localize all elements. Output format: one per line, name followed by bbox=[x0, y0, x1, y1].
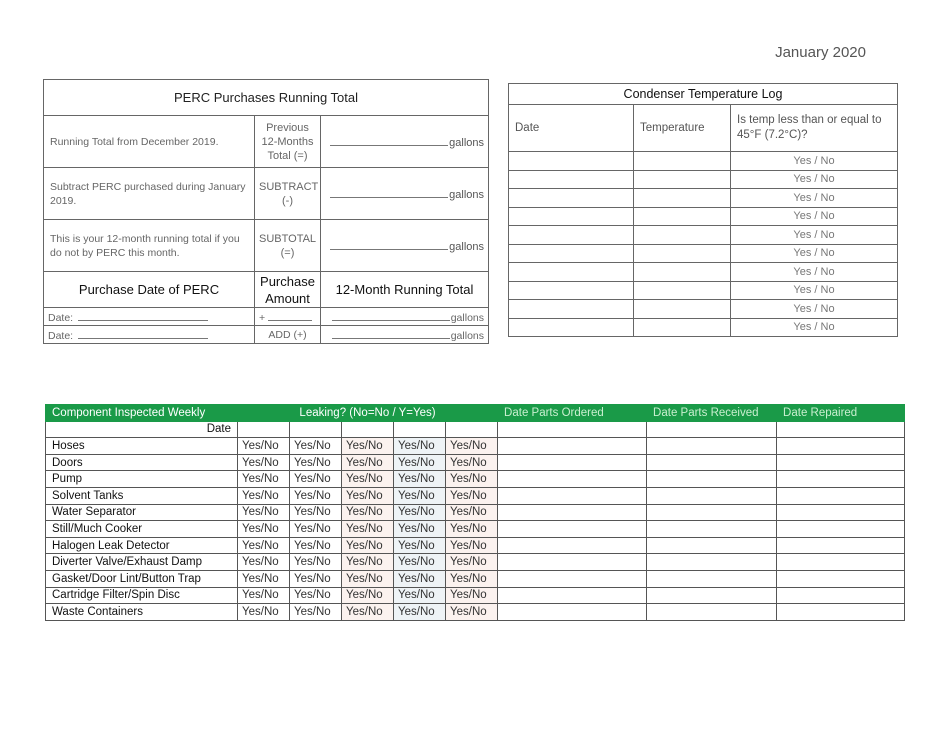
purchase-amount-field[interactable] bbox=[255, 308, 321, 326]
purchase-date-header: Purchase Date of PERC bbox=[44, 272, 255, 308]
date-parts-received-cell[interactable] bbox=[647, 487, 777, 504]
leak-yes-no-cell[interactable]: Yes/No bbox=[238, 604, 290, 621]
condenser-temp-cell[interactable] bbox=[634, 244, 731, 263]
gallons-unit: gallons bbox=[450, 311, 484, 324]
leak-yes-no-cell[interactable]: Yes/No bbox=[446, 537, 498, 554]
leak-yes-no-cell[interactable]: Yes/No bbox=[290, 587, 342, 604]
date-label: Date: bbox=[48, 311, 77, 324]
condenser-temp-cell[interactable] bbox=[634, 170, 731, 189]
leak-yes-no-cell[interactable]: Yes/No bbox=[238, 454, 290, 471]
inspection-row bbox=[46, 521, 905, 538]
yes-no-answer[interactable]: Yes / No bbox=[731, 189, 898, 208]
yes-no-answer[interactable]: Yes / No bbox=[731, 207, 898, 226]
gallons-field[interactable] bbox=[321, 168, 489, 220]
date-repaired-cell[interactable] bbox=[777, 521, 905, 538]
date-parts-received-cell[interactable] bbox=[647, 537, 777, 554]
inspection-row bbox=[46, 504, 905, 521]
leak-yes-no-cell[interactable]: Yes/No bbox=[290, 554, 342, 571]
condenser-date-cell[interactable] bbox=[509, 189, 634, 208]
component-name: Halogen Leak Detector bbox=[46, 537, 238, 554]
date-repaired-cell[interactable] bbox=[777, 471, 905, 488]
date-parts-ordered-cell[interactable] bbox=[498, 438, 647, 455]
inspection-row bbox=[46, 554, 905, 571]
running-total-header: 12-Month Running Total bbox=[321, 272, 489, 308]
inspection-row bbox=[46, 570, 905, 587]
date-repaired-cell[interactable] bbox=[777, 537, 905, 554]
date-parts-received-cell[interactable] bbox=[647, 504, 777, 521]
leak-yes-no-cell[interactable]: Yes/No bbox=[290, 537, 342, 554]
purchase-amount-field[interactable]: ADD (+) bbox=[255, 326, 321, 344]
condenser-temp-cell[interactable] bbox=[634, 189, 731, 208]
leak-yes-no-cell[interactable]: Yes/No bbox=[290, 570, 342, 587]
leak-yes-no-cell[interactable]: Yes/No bbox=[238, 504, 290, 521]
condenser-log-row bbox=[509, 170, 898, 189]
purchase-date-field[interactable] bbox=[44, 308, 255, 326]
condenser-log-row bbox=[509, 226, 898, 245]
leak-yes-no-cell[interactable]: Yes/No bbox=[394, 454, 446, 471]
leak-yes-no-cell[interactable]: Yes/No bbox=[342, 438, 394, 455]
leak-yes-no-cell[interactable]: Yes/No bbox=[342, 454, 394, 471]
condenser-log-row bbox=[509, 263, 898, 282]
leak-yes-no-cell[interactable]: Yes/No bbox=[446, 471, 498, 488]
condenser-date-header: Date bbox=[509, 105, 634, 152]
leak-yes-no-cell[interactable]: Yes/No bbox=[446, 587, 498, 604]
date-parts-received-cell[interactable] bbox=[647, 587, 777, 604]
leak-yes-no-cell[interactable]: Yes/No bbox=[446, 438, 498, 455]
date-parts-ordered-cell[interactable] bbox=[498, 504, 647, 521]
date-parts-received-cell[interactable] bbox=[647, 554, 777, 571]
date-parts-ordered-cell[interactable] bbox=[498, 570, 647, 587]
inspection-date-cell[interactable] bbox=[446, 421, 498, 438]
purchase-amount-header: Purchase Amount bbox=[255, 272, 321, 308]
date-repaired-cell[interactable] bbox=[777, 438, 905, 455]
component-name: Cartridge Filter/Spin Disc bbox=[46, 587, 238, 604]
date-repaired-header: Date Repaired bbox=[777, 405, 905, 422]
leak-yes-no-cell[interactable]: Yes/No bbox=[290, 604, 342, 621]
yes-no-answer[interactable]: Yes / No bbox=[731, 244, 898, 263]
date-parts-ordered-cell[interactable] bbox=[498, 454, 647, 471]
yes-no-answer[interactable]: Yes / No bbox=[731, 152, 898, 171]
leaking-header: Leaking? (No=No / Y=Yes) bbox=[238, 405, 498, 422]
leak-yes-no-cell[interactable]: Yes/No bbox=[342, 570, 394, 587]
date-repaired-cell[interactable] bbox=[777, 570, 905, 587]
component-name: Still/Much Cooker bbox=[46, 521, 238, 538]
date-parts-received-cell[interactable] bbox=[647, 454, 777, 471]
perc-row-label: SUBTOTAL (=) bbox=[255, 220, 321, 272]
leak-yes-no-cell[interactable]: Yes/No bbox=[446, 504, 498, 521]
leak-yes-no-cell[interactable]: Yes/No bbox=[342, 504, 394, 521]
date-label: Date: bbox=[48, 329, 77, 342]
component-name: Doors bbox=[46, 454, 238, 471]
yes-no-answer[interactable]: Yes / No bbox=[731, 281, 898, 300]
gallons-unit: gallons bbox=[450, 329, 484, 342]
inspection-date-cell[interactable] bbox=[394, 421, 446, 438]
leak-yes-no-cell[interactable]: Yes/No bbox=[394, 570, 446, 587]
condenser-log-row bbox=[509, 281, 898, 300]
inspection-row bbox=[46, 471, 905, 488]
gallons-unit: gallons bbox=[449, 240, 484, 253]
condenser-question-header: Is temp less than or equal to 45°F (7.2°C)? bbox=[731, 105, 898, 152]
yes-no-answer[interactable]: Yes / No bbox=[731, 170, 898, 189]
date-repaired-cell[interactable] bbox=[777, 487, 905, 504]
inspection-date-label: Date bbox=[46, 421, 238, 438]
condenser-temperature-log bbox=[508, 83, 898, 337]
leak-yes-no-cell[interactable]: Yes/No bbox=[238, 537, 290, 554]
condenser-log-row bbox=[509, 244, 898, 263]
date-repaired-cell[interactable] bbox=[777, 504, 905, 521]
month-heading: January 2020 bbox=[775, 44, 866, 61]
perc-row-label: SUBTRACT (-) bbox=[255, 168, 321, 220]
yes-no-answer[interactable]: Yes / No bbox=[731, 300, 898, 319]
date-parts-received-cell[interactable] bbox=[647, 604, 777, 621]
date-repaired-cell[interactable] bbox=[777, 554, 905, 571]
blank-cell bbox=[777, 421, 905, 438]
date-parts-ordered-cell[interactable] bbox=[498, 587, 647, 604]
date-repaired-cell[interactable] bbox=[777, 604, 905, 621]
leak-yes-no-cell[interactable]: Yes/No bbox=[342, 604, 394, 621]
leak-yes-no-cell[interactable]: Yes/No bbox=[238, 587, 290, 604]
perc-row-label: Previous 12-Months Total (=) bbox=[255, 116, 321, 168]
leak-yes-no-cell[interactable]: Yes/No bbox=[290, 487, 342, 504]
gallons-field[interactable] bbox=[321, 220, 489, 272]
perc-running-total-table bbox=[43, 79, 489, 344]
leak-yes-no-cell[interactable]: Yes/No bbox=[394, 554, 446, 571]
gallons-unit: gallons bbox=[449, 188, 484, 201]
component-name: Diverter Valve/Exhaust Damp bbox=[46, 554, 238, 571]
leak-yes-no-cell[interactable]: Yes/No bbox=[290, 471, 342, 488]
leak-yes-no-cell[interactable]: Yes/No bbox=[394, 521, 446, 538]
condenser-log-row bbox=[509, 300, 898, 319]
condenser-date-cell[interactable] bbox=[509, 170, 634, 189]
condenser-temp-cell[interactable] bbox=[634, 300, 731, 319]
date-parts-received-cell[interactable] bbox=[647, 570, 777, 587]
condenser-log-row bbox=[509, 318, 898, 337]
condenser-date-cell[interactable] bbox=[509, 281, 634, 300]
inspection-date-cell[interactable] bbox=[290, 421, 342, 438]
condenser-temp-cell[interactable] bbox=[634, 152, 731, 171]
leak-yes-no-cell[interactable]: Yes/No bbox=[394, 471, 446, 488]
date-parts-ordered-cell[interactable] bbox=[498, 554, 647, 571]
component-name: Pump bbox=[46, 471, 238, 488]
component-name: Water Separator bbox=[46, 504, 238, 521]
condenser-date-cell[interactable] bbox=[509, 244, 634, 263]
condenser-date-cell[interactable] bbox=[509, 152, 634, 171]
inspection-date-cell[interactable] bbox=[238, 421, 290, 438]
inspection-row bbox=[46, 587, 905, 604]
date-parts-ordered-cell[interactable] bbox=[498, 537, 647, 554]
leak-yes-no-cell[interactable]: Yes/No bbox=[342, 471, 394, 488]
weekly-inspection-table bbox=[45, 404, 905, 621]
date-parts-received-header: Date Parts Received bbox=[647, 405, 777, 422]
condenser-date-cell[interactable] bbox=[509, 263, 634, 282]
inspection-row bbox=[46, 487, 905, 504]
condenser-date-cell[interactable] bbox=[509, 318, 634, 337]
condenser-temp-cell[interactable] bbox=[634, 207, 731, 226]
leak-yes-no-cell[interactable]: Yes/No bbox=[394, 487, 446, 504]
gallons-unit: gallons bbox=[449, 136, 484, 149]
leak-yes-no-cell[interactable]: Yes/No bbox=[290, 454, 342, 471]
inspection-row bbox=[46, 438, 905, 455]
condenser-date-cell[interactable] bbox=[509, 207, 634, 226]
perc-row-description: This is your 12-month running total if you do not by PERC this month. bbox=[44, 220, 255, 272]
leak-yes-no-cell[interactable]: Yes/No bbox=[342, 554, 394, 571]
leak-yes-no-cell[interactable]: Yes/No bbox=[446, 570, 498, 587]
date-parts-received-cell[interactable] bbox=[647, 521, 777, 538]
yes-no-answer[interactable]: Yes / No bbox=[731, 226, 898, 245]
inspection-row bbox=[46, 454, 905, 471]
leak-yes-no-cell[interactable]: Yes/No bbox=[238, 487, 290, 504]
component-name: Waste Containers bbox=[46, 604, 238, 621]
condenser-log-row bbox=[509, 207, 898, 226]
leak-yes-no-cell[interactable]: Yes/No bbox=[238, 438, 290, 455]
yes-no-answer[interactable]: Yes / No bbox=[731, 263, 898, 282]
leak-yes-no-cell[interactable]: Yes/No bbox=[446, 554, 498, 571]
leak-yes-no-cell[interactable]: Yes/No bbox=[342, 537, 394, 554]
leak-yes-no-cell[interactable]: Yes/No bbox=[290, 504, 342, 521]
inspection-row bbox=[46, 537, 905, 554]
date-parts-ordered-cell[interactable] bbox=[498, 604, 647, 621]
gallons-field[interactable] bbox=[321, 116, 489, 168]
condenser-date-cell[interactable] bbox=[509, 300, 634, 319]
leak-yes-no-cell[interactable]: Yes/No bbox=[238, 521, 290, 538]
leak-yes-no-cell[interactable]: Yes/No bbox=[342, 587, 394, 604]
date-parts-received-cell[interactable] bbox=[647, 471, 777, 488]
condenser-temp-cell[interactable] bbox=[634, 263, 731, 282]
leak-yes-no-cell[interactable]: Yes/No bbox=[394, 504, 446, 521]
purchase-date-field[interactable] bbox=[44, 326, 255, 344]
condenser-temp-cell[interactable] bbox=[634, 226, 731, 245]
condenser-temp-cell[interactable] bbox=[634, 318, 731, 337]
inspection-date-cell[interactable] bbox=[342, 421, 394, 438]
leak-yes-no-cell[interactable]: Yes/No bbox=[290, 438, 342, 455]
leak-yes-no-cell[interactable]: Yes/No bbox=[446, 521, 498, 538]
condenser-log-row bbox=[509, 152, 898, 171]
leak-yes-no-cell[interactable]: Yes/No bbox=[342, 521, 394, 538]
component-header: Component Inspected Weekly bbox=[46, 405, 238, 422]
condenser-log-row bbox=[509, 189, 898, 208]
leak-yes-no-cell[interactable]: Yes/No bbox=[446, 487, 498, 504]
condenser-temp-header: Temperature bbox=[634, 105, 731, 152]
date-parts-ordered-cell[interactable] bbox=[498, 521, 647, 538]
date-repaired-cell[interactable] bbox=[777, 587, 905, 604]
inspection-row bbox=[46, 604, 905, 621]
date-repaired-cell[interactable] bbox=[777, 454, 905, 471]
perc-row-description: Running Total from December 2019. bbox=[44, 116, 255, 168]
leak-yes-no-cell[interactable]: Yes/No bbox=[238, 570, 290, 587]
leak-yes-no-cell[interactable]: Yes/No bbox=[238, 471, 290, 488]
date-parts-received-cell[interactable] bbox=[647, 438, 777, 455]
gallons-field[interactable] bbox=[321, 326, 489, 344]
gallons-field[interactable] bbox=[321, 308, 489, 326]
component-name: Solvent Tanks bbox=[46, 487, 238, 504]
leak-yes-no-cell[interactable]: Yes/No bbox=[446, 604, 498, 621]
leak-yes-no-cell[interactable]: Yes/No bbox=[394, 438, 446, 455]
leak-yes-no-cell[interactable]: Yes/No bbox=[394, 537, 446, 554]
leak-yes-no-cell[interactable]: Yes/No bbox=[394, 587, 446, 604]
perc-row-description: Subtract PERC purchased during January 2019. bbox=[44, 168, 255, 220]
leak-yes-no-cell[interactable]: Yes/No bbox=[290, 521, 342, 538]
leak-yes-no-cell[interactable]: Yes/No bbox=[342, 487, 394, 504]
yes-no-answer[interactable]: Yes / No bbox=[731, 318, 898, 337]
condenser-date-cell[interactable] bbox=[509, 226, 634, 245]
date-parts-ordered-cell[interactable] bbox=[498, 471, 647, 488]
component-name: Gasket/Door Lint/Button Trap bbox=[46, 570, 238, 587]
leak-yes-no-cell[interactable]: Yes/No bbox=[446, 454, 498, 471]
operator-label: + bbox=[259, 311, 266, 324]
blank-cell bbox=[647, 421, 777, 438]
condenser-log-title: Condenser Temperature Log bbox=[509, 84, 898, 105]
leak-yes-no-cell[interactable]: Yes/No bbox=[394, 604, 446, 621]
blank-cell bbox=[498, 421, 647, 438]
date-parts-ordered-header: Date Parts Ordered bbox=[498, 405, 647, 422]
leak-yes-no-cell[interactable]: Yes/No bbox=[238, 554, 290, 571]
condenser-temp-cell[interactable] bbox=[634, 281, 731, 300]
perc-table-title: PERC Purchases Running Total bbox=[44, 80, 489, 116]
component-name: Hoses bbox=[46, 438, 238, 455]
date-parts-ordered-cell[interactable] bbox=[498, 487, 647, 504]
